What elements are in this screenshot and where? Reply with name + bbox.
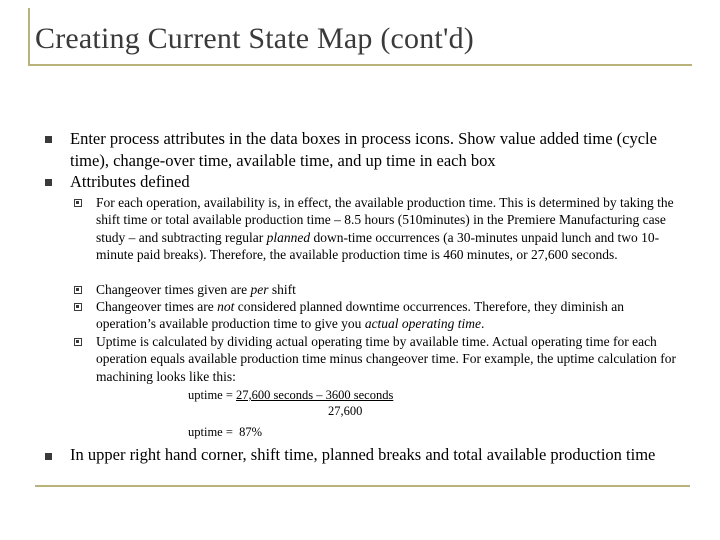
slide-title: Creating Current State Map (cont'd)	[35, 22, 474, 55]
sub-bullet-changeover-per-shift	[96, 281, 686, 298]
title-divider-line	[28, 64, 692, 66]
sub-bullet-changeover-not-planned	[96, 298, 686, 333]
bullet-attributes-defined: Attributes defined	[70, 172, 190, 191]
hollow-square-bullet-icon	[74, 286, 82, 294]
sub-bullet-availability-text: For each operation, availability is, in effect, the available production time. This is determined by taking the shift time or total available production time – 8.5 hours (510minutes) in the Premiere Manufacturing case study – and subtracting regular	[96, 195, 674, 245]
emphasis-per: per	[250, 282, 269, 297]
hollow-square-bullet-icon	[74, 338, 82, 346]
uptime-result	[188, 425, 262, 440]
square-bullet-icon	[45, 453, 52, 460]
uptime-formula-label: uptime =	[188, 388, 237, 402]
sub-bullet-changeover-text-cont: shift	[268, 282, 296, 297]
uptime-formula-denominator: 27,600	[328, 404, 363, 418]
emphasis-actual-operating-time: actual operating time	[364, 316, 482, 332]
sub-bullet-not-planned-text-cont: considered planned downtime occurrences. Therefore, they diminish an operation’s available production time to give you	[96, 299, 624, 332]
sub-bullet-availability	[96, 194, 686, 264]
square-bullet-icon	[45, 136, 52, 143]
uptime-formula-numerator: 27,600 seconds – 3600 seconds	[236, 388, 394, 402]
hollow-square-bullet-icon	[74, 199, 82, 207]
hollow-square-bullet-icon	[74, 303, 82, 311]
bullet-enter-attributes: Enter process attributes in the data boxes in process icons. Show value added time (cycle time), change-over time, available time, and up time in each box	[70, 129, 657, 170]
emphasis-planned: planned	[266, 229, 311, 245]
sub-bullet-not-planned-text: Changeover times are	[96, 299, 218, 314]
sub-bullet-not-planned-period: .	[481, 316, 485, 332]
footer-divider-line	[35, 485, 690, 487]
uptime-formula	[188, 388, 393, 403]
bullet-upper-right-corner: In upper right hand corner, shift time, planned breaks and total available production time	[70, 445, 656, 464]
square-bullet-icon	[45, 179, 52, 186]
sub-bullet-uptime: Uptime is calculated by dividing actual operating time by available time. Actual operating time for each operation equals available production time minus changeover time. For example, the uptime calculation for machining looks like this:	[96, 334, 676, 384]
uptime-result-label: uptime =	[188, 425, 233, 439]
sub-bullet-changeover-text: Changeover times given are	[96, 282, 251, 297]
uptime-result-value: 87%	[239, 425, 263, 439]
emphasis-not: not	[217, 299, 235, 314]
sub-bullet-availability-text-cont: down-time occurrences (a 30-minutes unpaid lunch and two 10-minute paid breaks). Therefore, the available production time is 460 minutes, or 27,600 seconds.	[96, 229, 660, 263]
title-accent-vertical-line	[28, 8, 30, 66]
